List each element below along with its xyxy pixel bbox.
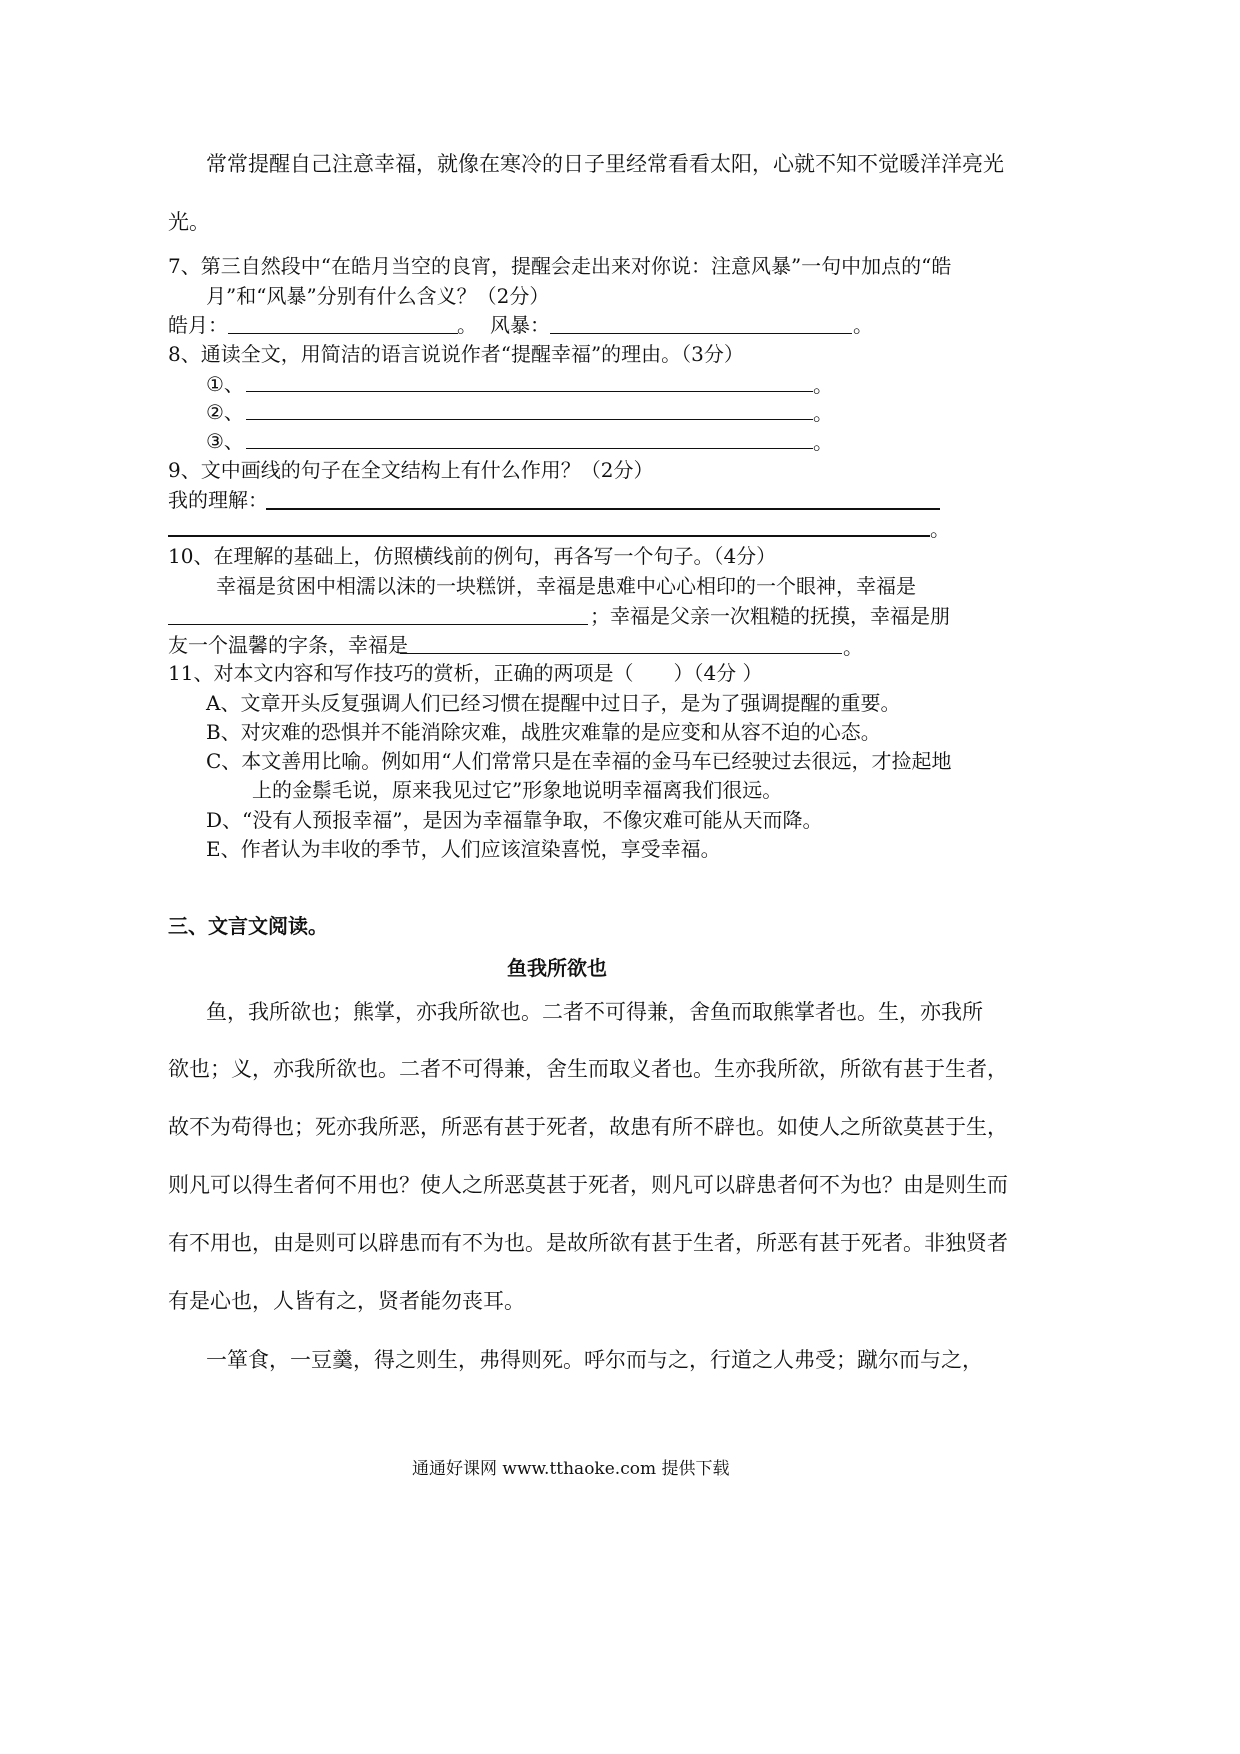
- classical-text-line: 有是心也，人皆有之，贤者能勿丧耳。: [168, 1289, 525, 1313]
- answer-blank-fengbao[interactable]: [550, 333, 852, 334]
- answer-blank-9-2[interactable]: [168, 535, 930, 537]
- classical-text-line: 一箪食，一豆羹，得之则生，弗得则死。呼尔而与之，行道之人弗受；蹴尔而与之，: [206, 1348, 983, 1372]
- item-marker-2: ②、: [206, 400, 244, 424]
- answer-label-fengbao: 风暴：: [490, 313, 550, 337]
- answer-blank-9-1[interactable]: [266, 508, 940, 510]
- period: 。: [930, 517, 950, 541]
- classical-text-line: 故不为苟得也；死亦我所恶，所恶有甚于死者，故患有所不辟也。如使人之所欲莫甚于生，: [168, 1115, 1008, 1139]
- question-10: 10、在理解的基础上，仿照横线前的例句，再各写一个句子。（4分）: [168, 544, 777, 568]
- question-8: 8、通读全文，用简洁的语言说说作者“提醒幸福”的理由。（3分）: [168, 342, 744, 366]
- option-c-cont: 上的金鬃毛说，原来我见过它”形象地说明幸福离我们很远。: [252, 778, 783, 802]
- option-a[interactable]: A、文章开头反复强调人们已经习惯在提醒中过日子，是为了强调提醒的重要。: [206, 691, 901, 715]
- question-7: 7、第三自然段中“在皓月当空的良宵，提醒会走出来对你说：注意风暴”一句中加点的“皓: [168, 254, 952, 278]
- passage-title: 鱼我所欲也: [507, 956, 607, 980]
- period: 。: [813, 373, 833, 397]
- period: 。: [813, 401, 833, 425]
- item-marker-1: ①、: [206, 372, 244, 396]
- item-marker-3: ③、: [206, 429, 244, 453]
- classical-text-line: 鱼，我所欲也；熊掌，亦我所欲也。二者不可得兼，舍鱼而取熊掌者也。生，亦我所: [206, 1000, 983, 1024]
- answer-blank-10-1[interactable]: [168, 624, 588, 625]
- example-line: 幸福是贫困中相濡以沫的一块糕饼，幸福是患难中心心相印的一个眼神，幸福是: [216, 574, 916, 598]
- example-line: ；幸福是父亲一次粗糙的抚摸，幸福是朋: [590, 604, 950, 628]
- example-line: 友一个温馨的字条，幸福是: [168, 633, 408, 657]
- answer-label-9: 我的理解：: [168, 488, 268, 512]
- answer-blank-haoyue[interactable]: [228, 333, 458, 334]
- passage-line: 常常提醒自己注意幸福，就像在寒冷的日子里经常看看太阳，心就不知不觉暖洋洋亮光: [206, 152, 1004, 176]
- classical-text-line: 欲也；义，亦我所欲也。二者不可得兼，舍生而取义者也。生亦我所欲，所欲有甚于生者，: [168, 1057, 1008, 1081]
- answer-blank-8-1[interactable]: [246, 391, 813, 392]
- answer-blank-8-3[interactable]: [246, 448, 813, 449]
- option-e[interactable]: E、作者认为丰收的季节，人们应该渲染喜悦，享受幸福。: [206, 837, 721, 861]
- answer-blank-10-2[interactable]: [400, 653, 842, 654]
- answer-blank-8-2[interactable]: [246, 419, 813, 420]
- option-d[interactable]: D、“没有人预报幸福”，是因为幸福靠争取，不像灾难可能从天而降。: [206, 808, 823, 832]
- classical-text-line: 有不用也，由是则可以辟患而有不为也。是故所欲有甚于生者，所恶有甚于死者。非独贤者: [168, 1231, 1008, 1255]
- period: 。: [843, 635, 863, 659]
- section-heading: 三、文言文阅读。: [168, 914, 328, 938]
- classical-text-line: 则凡可以得生者何不用也？使人之所恶莫甚于死者，则凡可以辟患者何不为也？由是则生而: [168, 1173, 1008, 1197]
- question-7-cont: 月”和“风暴”分别有什么含义？（2分）: [206, 284, 550, 308]
- page-footer: 通通好课网 www.tthaoke.com 提供下载: [412, 1459, 730, 1479]
- option-c[interactable]: C、本文善用比喻。例如用“人们常常只是在幸福的金马车已经驶过去很远，才捡起地: [206, 749, 952, 773]
- answer-label-haoyue: 皓月：: [168, 313, 228, 337]
- passage-line: 光。: [168, 210, 210, 234]
- question-11: 11、对本文内容和写作技巧的赏析，正确的两项是（ ）（4分 ）: [168, 661, 763, 685]
- period: 。: [813, 430, 833, 454]
- option-b[interactable]: B、对灾难的恐惧并不能消除灾难，战胜灾难靠的是应变和从容不迫的心态。: [206, 720, 881, 744]
- period: 。: [853, 313, 873, 337]
- period: 。: [457, 313, 477, 337]
- question-9: 9、文中画线的句子在全文结构上有什么作用？（2分）: [168, 458, 654, 482]
